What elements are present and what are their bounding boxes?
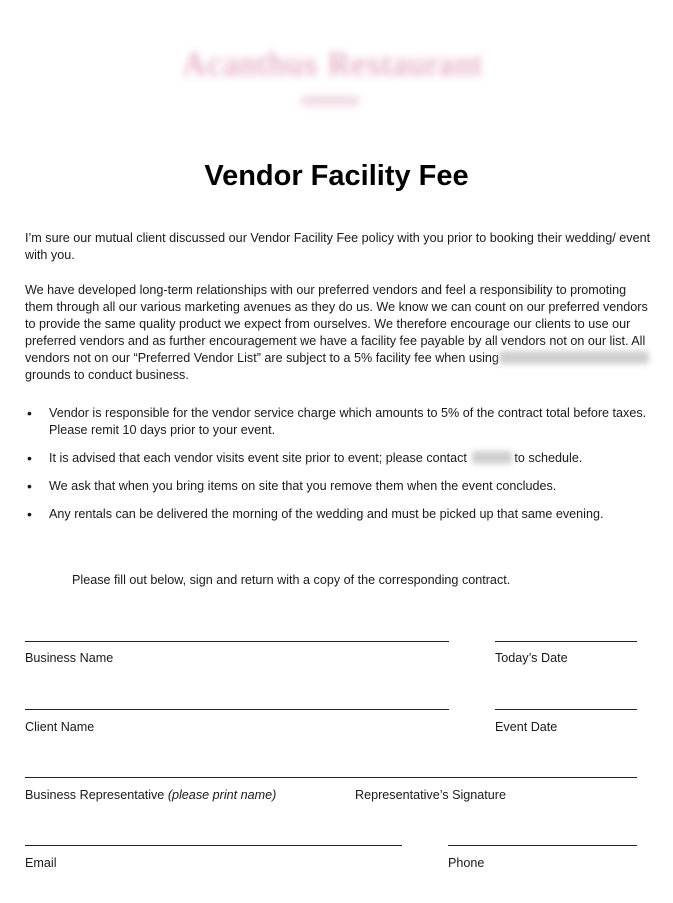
logo-tagline-blur <box>300 96 360 106</box>
policy-text: We have developed long-term relationships with our preferred vendors and feel a responsibility to promoting them through all our various marketing avenues as they do us. We know we can count on our preferred vendors to provide the same quality product we expect from ourselves. We therefore encourage our clients to use our preferred vendors and as further encouragement we have a facility fee payable by all vendors not on our list. All vendors not on our “Preferred Vendor List” are subject to a 5% facility fee when using <box>25 283 648 365</box>
redacted-venue-name <box>499 351 649 364</box>
policy-text-end: grounds to conduct business. <box>25 368 189 382</box>
phone-label: Phone <box>448 856 485 870</box>
bullet-site-visit-text-end: to schedule. <box>514 451 583 465</box>
business-name-line[interactable] <box>25 641 449 642</box>
client-name-line[interactable] <box>25 709 449 710</box>
event-date-label: Event Date <box>495 720 558 734</box>
policy-paragraph <box>25 282 655 384</box>
business-name-label: Business Name <box>25 651 114 665</box>
todays-date-label: Today’s Date <box>495 651 568 665</box>
bullet-remove-items: • We ask that when you bring items on site that you remove them when the event concludes. <box>25 478 655 495</box>
representative-line[interactable] <box>25 777 637 778</box>
business-representative-text: Business Representative <box>25 788 165 802</box>
policy-bullet-list <box>25 405 655 534</box>
client-name-label: Client Name <box>25 720 95 734</box>
page-title: Vendor Facility Fee <box>204 160 469 192</box>
logo-text: Acanthus Restaurant <box>181 46 484 83</box>
bullet-service-charge: • Vendor is responsible for the vendor service charge which amounts to 5% of the contract total before taxes. Please remit 10 days prior to your event. <box>25 405 655 439</box>
form-instruction: Please fill out below, sign and return with a copy of the corresponding contract. <box>72 573 511 587</box>
business-representative-label <box>25 788 276 802</box>
redacted-contact-name <box>472 451 512 464</box>
phone-line[interactable] <box>448 845 637 846</box>
email-line[interactable] <box>25 845 402 846</box>
bullet-site-visit-text: It is advised that each vendor visits event site prior to event; please contact <box>49 451 467 465</box>
bullet-site-visit <box>25 450 655 467</box>
event-date-line[interactable] <box>495 709 637 710</box>
print-name-note: (please print name) <box>167 788 277 802</box>
company-logo <box>181 30 484 100</box>
representative-signature-label: Representative’s Signature <box>355 788 506 802</box>
todays-date-line[interactable] <box>495 641 637 642</box>
bullet-rentals: • Any rentals can be delivered the morning of the wedding and must be picked up that same evening. <box>25 506 655 523</box>
intro-paragraph: I’m sure our mutual client discussed our Vendor Facility Fee policy with you prior to booking their wedding/ event with you. <box>25 231 651 262</box>
email-label: Email <box>25 856 57 870</box>
